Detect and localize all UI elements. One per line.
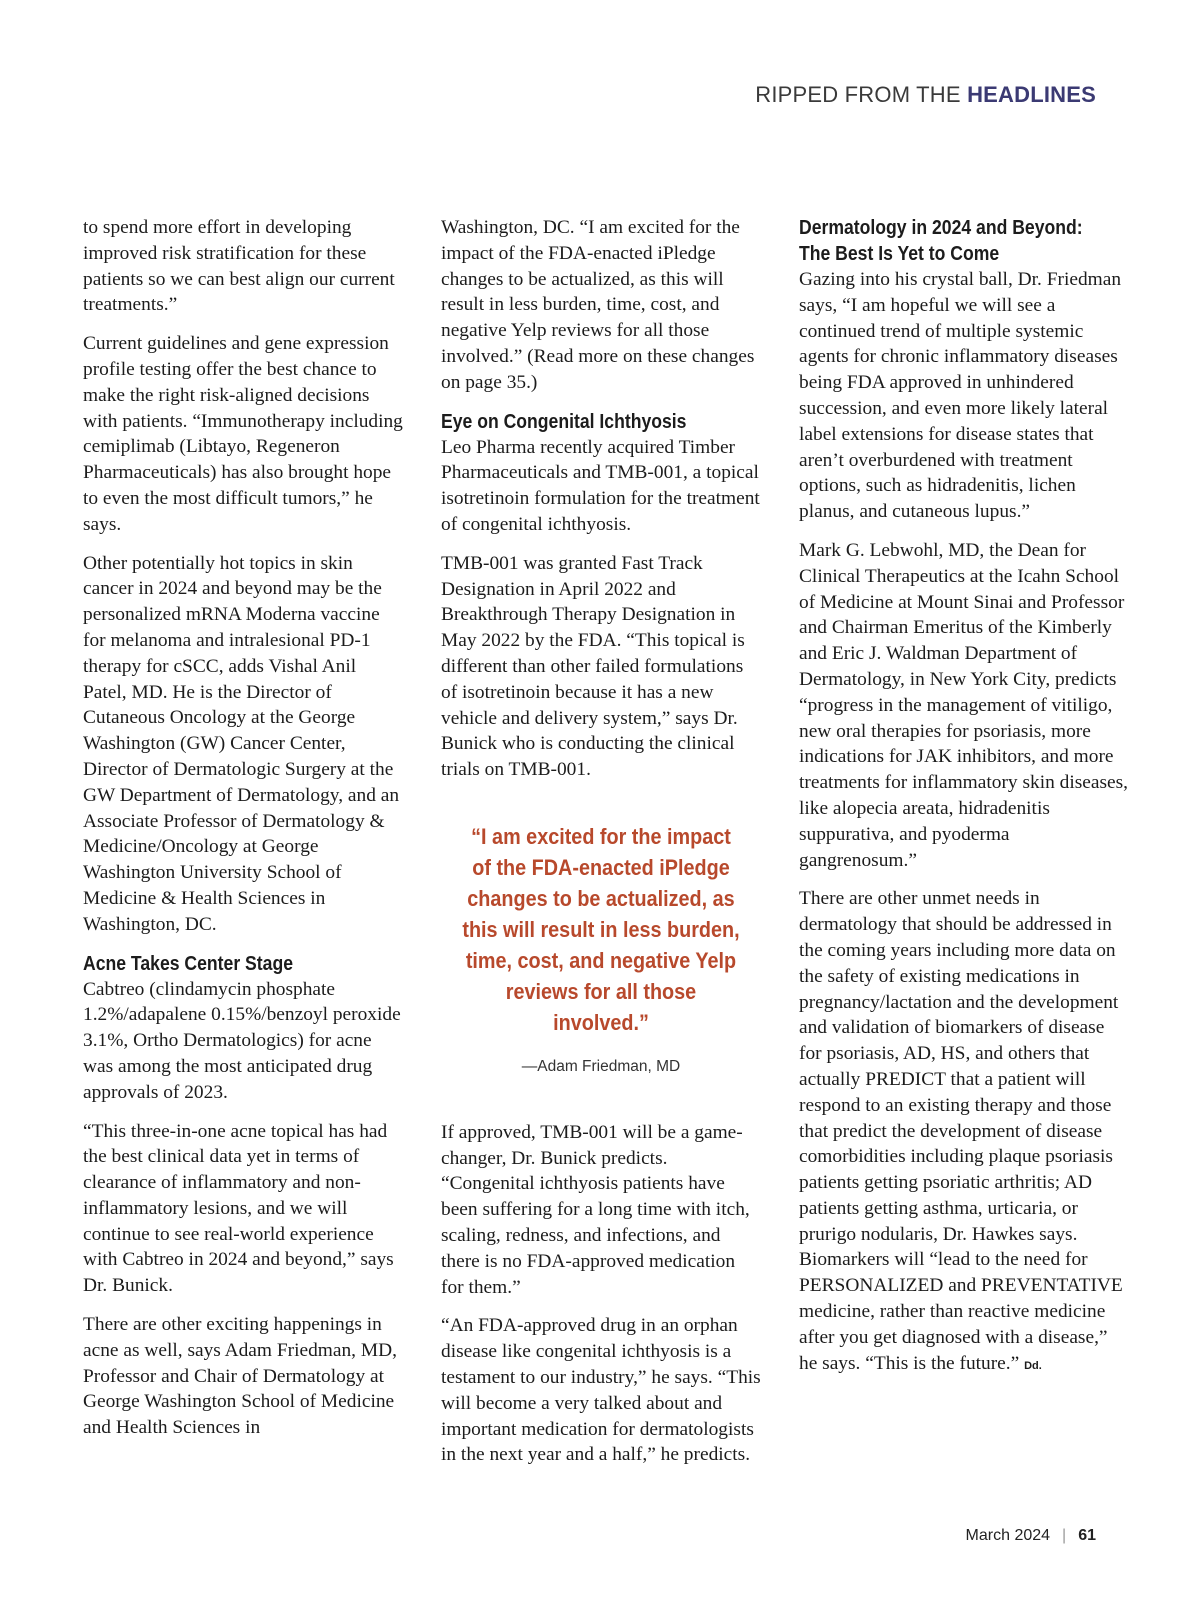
paragraph: Gazing into his crystal ball, Dr. Friedman says, “I am hopeful we will see a continued trend of multiple systemic agents for chronic inflammatory diseases being FDA approved in unhindered succession, and even more likely lateral label extensions for disease states that aren’t overburdened with treatment options, such as hidradenitis, lichen planus, and cutaneous lupus.” (799, 269, 1122, 523)
paragraph: There are other exciting happenings in acne as well, says Adam Friedman, MD, Professor and Chair of Dermatology at George Washington School of Medicine and Health Sciences in (83, 1314, 397, 1439)
paragraph: If approved, TMB-001 will be a game-changer, Dr. Bunick predicts. “Congenital ichthyosis patients have been suffering for a long time with itch, scaling, redness, and infections, and there is no FDA-approved medication for them.” (441, 1121, 750, 1298)
paragraph: “An FDA-approved drug in an orphan disease like congenital ichthyosis is a testament to our industry,” he says. “This will become a very talked about and important medication for dermatologists in the next year and a half,” he predicts. (441, 1315, 761, 1466)
section-kicker-light: RIPPED FROM THE (755, 82, 968, 107)
footer-separator: | (1062, 1527, 1067, 1544)
column-3 (799, 215, 1129, 1392)
page-number: 61 (1078, 1527, 1096, 1544)
issue-date: March 2024 (965, 1527, 1051, 1544)
section-kicker (755, 82, 1096, 108)
paragraph: Mark G. Lebwohl, MD, the Dean for Clinical Therapeutics at the Icahn School of Medicine at Mount Sinai and Professor and Chairman Emeritus of the Kimberly and Eric J. Waldman Department of Dermatology, in New York City, predicts “progress in the management of vitiligo, new oral therapies for psoriasis, more indications for JAK inhibitors, and more treatments for inflammatory skin diseases, like alopecia areata, hidradenitis suppurativa, and pyoderma gangrenosum.” (799, 539, 1129, 871)
subheading-acne: Acne Takes Center Stage (83, 952, 293, 975)
column-1 (83, 215, 403, 1454)
subheading-dermatology-2024-line2: The Best Is Yet to Come (799, 243, 1000, 265)
paragraph: TMB-001 was granted Fast Track Designation in April 2022 and Breakthrough Therapy Designation in May 2022 by the FDA. “This topical is different than other failed formulations of isotretinoin because it has a new vehicle and delivery system,” says Dr. Bunick who is conducting the clinical trials on TMB-001. (441, 552, 745, 781)
section-kicker-bold: HEADLINES (967, 82, 1096, 107)
pull-quote-text: “I am excited for the impact of the FDA-enacted iPledge changes to be actualized, as this will result in less burden, time, cost, and negative Yelp reviews for all those involved.” (462, 823, 740, 1035)
paragraph-final (799, 886, 1129, 1379)
subheading-dermatology-2024-line1: Dermatology in 2024 and Beyond: (799, 217, 1083, 239)
paragraph: to spend more effort in developing improved risk stratification for these patients so we can best align our current treatments.” (83, 217, 395, 316)
paragraph-text: There are other unmet needs in dermatology that should be addressed in the coming years including more data on the safety of existing medications in pregnancy/lactation and the development and validation of biomarkers of disease for psoriasis, AD, HS, and others that actually PREDICT that a patient will respond to an existing therapy and those that predict the development of disease comorbidities including plaque psoriasis patients getting psoriatic arthritis; AD patients getting asthma, urticaria, or prurigo nodularis, Dr. Hawkes says. Biomarkers will “lead to the need for PERSONALIZED and PREVENTATIVE medicine, rather than reactive medicine after you get diagnosed with a disease,” he says. “This is the future.” (799, 888, 1123, 1374)
pull-quote (441, 821, 761, 1080)
subheading-congenital-ichthyosis: Eye on Congenital Ichthyosis (441, 410, 687, 433)
column-2 (441, 215, 761, 1481)
paragraph: Leo Pharma recently acquired Timber Pharmaceuticals and TMB-001, a topical isotretinoin formulation for the treatment of congenital ichthyosis. (441, 436, 760, 535)
pull-quote-attribution: —Adam Friedman, MD (521, 1057, 681, 1075)
paragraph: “This three-in-one acne topical has had the best clinical data yet in terms of clearance of inflammatory and non-inflammatory lesions, and we will continue to see real-world experience with Cabtreo in 2024 and beyond,” says Dr. Bunick. (83, 1120, 394, 1297)
page-footer (966, 1527, 1096, 1545)
end-mark: Dd. (1024, 1359, 1042, 1372)
paragraph: Washington, DC. “I am excited for the impact of the FDA-enacted iPledge changes to be actualized, as this will result in less burden, time, cost, and negative Yelp reviews for all those involved.” (Read more on these changes on page 35.) (441, 217, 755, 393)
paragraph: Other potentially hot topics in skin cancer in 2024 and beyond may be the personalized mRNA Moderna vaccine for melanoma and intralesional PD-1 therapy for cSCC, adds Vishal Anil Patel, MD. He is the Director of Cutaneous Oncology at the George Washington (GW) Cancer Center, Director of Dermatologic Surgery at the GW Department of Dermatology, and an Associate Professor of Dermatology & Medicine/Oncology at George Washington University School of Medicine & Health Sciences in Washington, DC. (83, 552, 400, 935)
paragraph: Current guidelines and gene expression profile testing offer the best chance to make the right risk-aligned decisions with patients. “Immunotherapy including cemiplimab (Libtayo, Regeneron Pharmaceuticals) has also brought hope to even the most difficult tumors,” he says. (83, 333, 403, 535)
paragraph: Cabtreo (clindamycin phosphate 1.2%/adapalene 0.15%/benzoyl peroxide 3.1%, Ortho Dermatologics) for acne was among the most anticipated drug approvals of 2023. (83, 978, 401, 1103)
